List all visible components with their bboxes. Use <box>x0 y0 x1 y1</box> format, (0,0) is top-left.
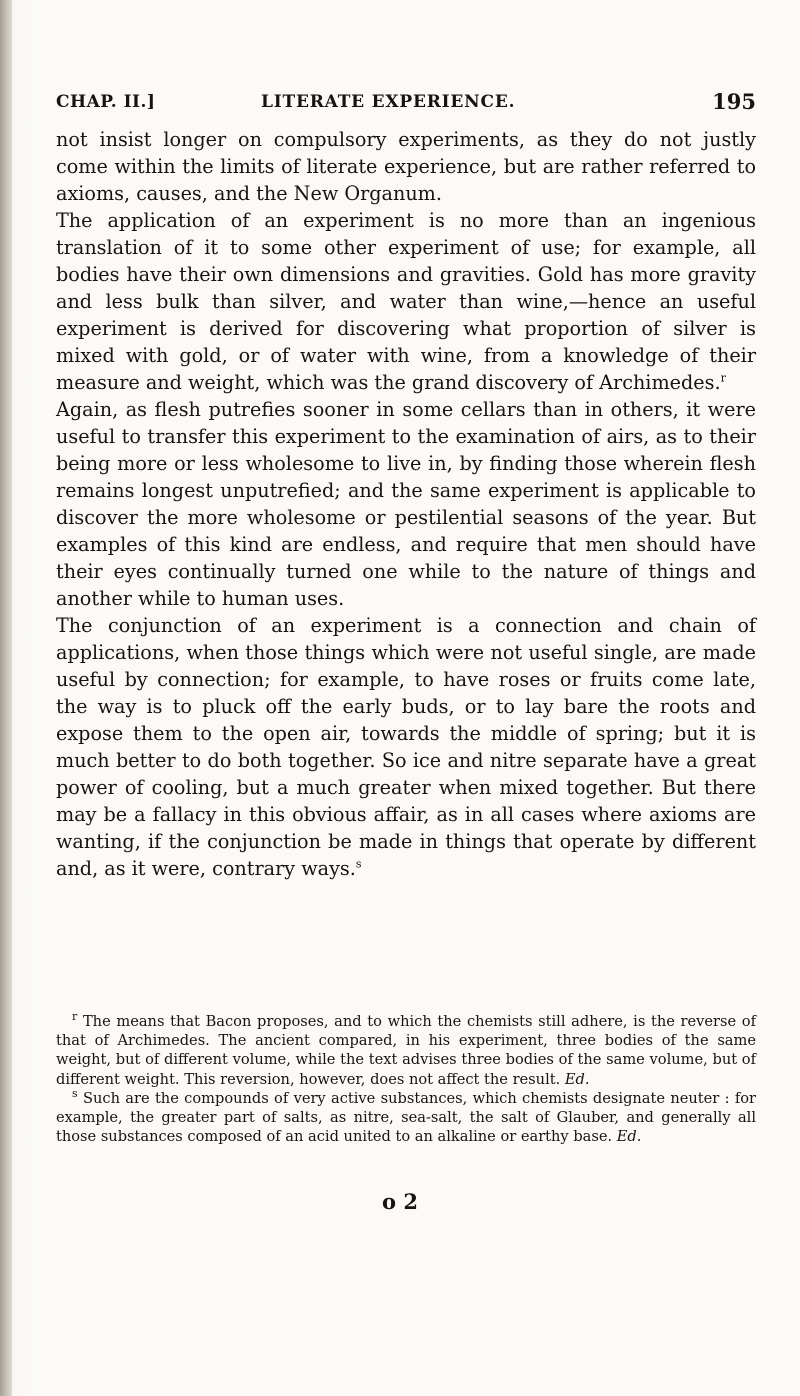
footnote-s <box>56 1086 756 1147</box>
paragraph-1-text: not insist longer on compulsory experiments, as they do not justly come within the limits of literate experience, but are rather referred to axioms, causes, and the New Organum. <box>56 128 756 205</box>
chapter-label: CHAP. II.] <box>56 92 156 112</box>
footnote-r-marker: r <box>72 1010 78 1024</box>
page-number: 195 <box>712 89 756 114</box>
binding-gutter <box>0 0 12 1396</box>
footnote-r-editor: Ed. <box>564 1070 590 1088</box>
paragraph-4-text: The conjunction of an experiment is a connection and chain of applications, when those things which were not useful single, are made useful by connection; for example, to have roses or fruits come late, the way is to pluck off the early buds, or to lay bare the roots and expose them to the open air, towards the middle of spring; but it is much better to do both together. So ice and nitre separate have a great power of cooling, but a much greater when mixed together. But there may be a fallacy in this obvious affair, as in all cases where axioms are wanting, if the conjunction be made in things that operate by different and, as it were, contrary ways. <box>56 614 756 880</box>
paragraph-1 <box>56 126 756 207</box>
footnotes <box>56 1012 756 1146</box>
paragraph-3 <box>56 396 756 612</box>
paragraph-4 <box>56 612 756 882</box>
paragraph-3-text: Again, as flesh putrefies sooner in some cellars than in others, it were useful to transfer this experiment to the examination of airs, as to their being more or less wholesome to live in, by finding those wherein flesh remains longest unputrefied; and the same experiment is applicable to discover the more wholesome or pestilential seasons of the year. But examples of this kind are endless, and require that men should have their eyes continually turned one while to the nature of things and another while to human uses. <box>56 398 756 610</box>
paragraph-2-text: The application of an experiment is no more than an ingenious translation of it to some other experiment of use; for example, all bodies have their own dimensions and gravities. Gold has more gravity and less bulk than silver, and water than wine,—hence an useful experiment is derived for discovering what proportion of silver is mixed with gold, or of water with wine, from a knowledge of their measure and weight, which was the grand discovery of Archimedes. <box>56 209 756 394</box>
main-text <box>56 126 756 882</box>
footnote-s-text: Such are the compounds of very active substances, which chemists designate neuter : for example, the greater part of salts, as nitre, sea-salt, the salt of Glauber, and generally all those substances composed of an acid united to an alkaline or earthy base. <box>56 1089 756 1146</box>
note-marker-r[interactable]: r <box>720 371 726 385</box>
paragraph-2 <box>56 207 756 396</box>
footnote-s-editor: Ed. <box>616 1128 642 1146</box>
footnote-r <box>56 1012 756 1089</box>
note-marker-s[interactable]: s <box>355 857 362 871</box>
running-header <box>56 89 756 122</box>
running-title: LITERATE EXPERIENCE. <box>261 92 516 112</box>
footnote-r-text: The means that Bacon proposes, and to which the chemists still adhere, is the reverse of that of Archimedes. The ancient compared, in his experiment, three bodies of the same weight, but of different volume, while the text advises three bodies of the same volume, but of different weight. This reversion, however, does not affect the result. <box>56 1013 756 1088</box>
footnote-s-marker: s <box>72 1086 78 1100</box>
signature-mark: o 2 <box>382 1189 418 1214</box>
